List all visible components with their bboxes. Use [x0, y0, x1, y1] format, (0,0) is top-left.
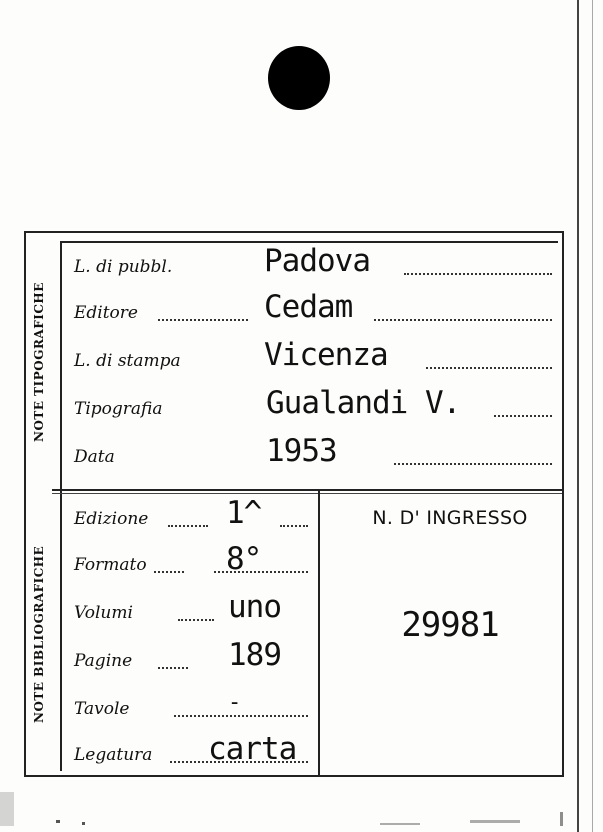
field-label: Tavole — [74, 699, 130, 719]
scan-noise — [0, 782, 603, 832]
side-label-tipografiche: NOTE TIPOGRAFICHE — [32, 282, 46, 442]
column-divider — [318, 491, 320, 775]
field-volumi — [74, 587, 310, 627]
field-pagine — [74, 635, 310, 675]
field-label: Editore — [74, 303, 138, 323]
ingresso-label: N. D' INGRESSO — [372, 507, 528, 529]
field-tavole — [74, 683, 310, 723]
field-editore — [74, 287, 554, 327]
field-legatura — [74, 729, 310, 769]
dotted-line — [374, 319, 552, 321]
field-value: - — [228, 690, 241, 715]
field-label: Data — [74, 447, 115, 467]
field-value: 1953 — [266, 433, 337, 469]
field-value: uno — [228, 589, 281, 625]
dotted-line — [178, 619, 214, 621]
field-tipografia — [74, 383, 554, 423]
field-label: Pagine — [74, 651, 133, 671]
field-value: Vicenza — [264, 337, 388, 373]
catalog-card — [24, 231, 564, 777]
field-value: 189 — [228, 637, 281, 673]
dotted-line — [158, 319, 248, 321]
field-label: Legatura — [74, 745, 153, 765]
field-value: Padova — [264, 243, 370, 279]
field-luogo-pubblicazione — [74, 241, 554, 281]
field-label: Volumi — [74, 603, 133, 623]
field-label: Edizione — [74, 509, 149, 529]
field-value: Gualandi V. — [266, 385, 461, 421]
field-data — [74, 431, 554, 471]
field-value: 1^ — [226, 495, 262, 531]
dotted-line — [174, 715, 308, 717]
dotted-line — [494, 415, 552, 417]
field-formato — [74, 539, 310, 579]
dotted-line — [280, 525, 308, 527]
field-value: Cedam — [264, 289, 353, 325]
dotted-line — [404, 273, 552, 275]
dotted-line — [158, 667, 188, 669]
field-value: carta — [208, 731, 297, 767]
card-edge-shadow — [592, 0, 593, 832]
punch-hole — [268, 46, 330, 110]
field-label: L. di pubbl. — [74, 257, 173, 277]
field-label: Tipografia — [74, 399, 163, 419]
field-value: 8° — [226, 541, 262, 577]
dotted-line — [154, 571, 184, 573]
ingresso-number: 29981 — [401, 605, 499, 645]
field-label: Formato — [74, 555, 147, 575]
field-edizione — [74, 493, 310, 533]
dotted-line — [394, 463, 552, 465]
dotted-line — [426, 367, 552, 369]
section-divider — [52, 489, 562, 491]
card-edge — [577, 0, 579, 832]
dotted-line — [214, 571, 308, 573]
side-label-bibliografiche: NOTE BIBLIOGRAFICHE — [32, 545, 46, 723]
field-label: L. di stampa — [74, 351, 181, 371]
dotted-line — [168, 525, 208, 527]
field-luogo-stampa — [74, 335, 554, 375]
